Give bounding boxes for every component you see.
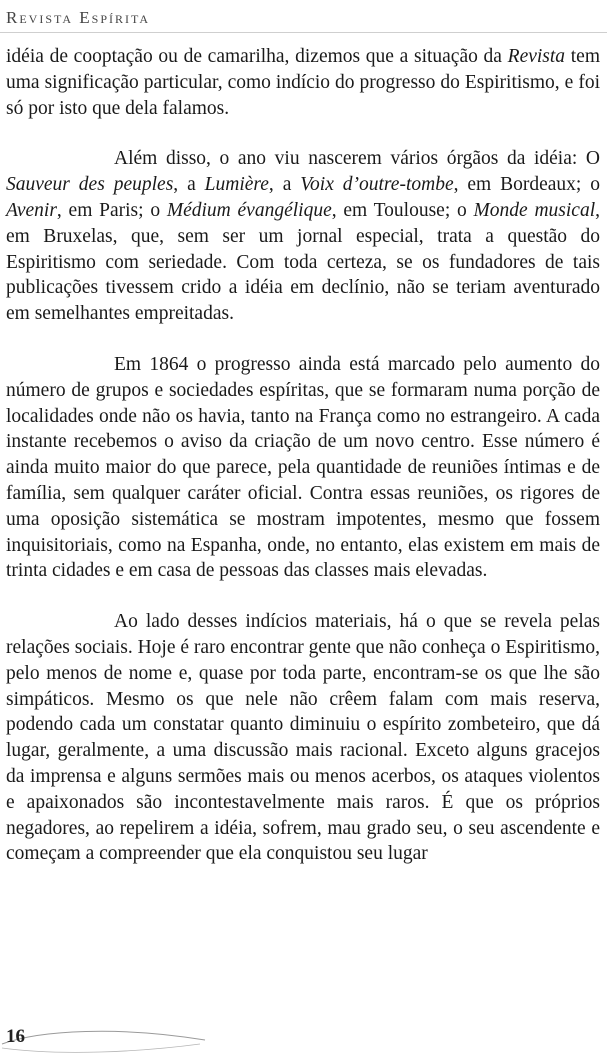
text-run: , em Toulouse; o	[331, 199, 474, 221]
running-header: Revista Espírita	[6, 8, 151, 27]
paragraph-4	[6, 609, 600, 867]
paragraph-1	[6, 44, 600, 121]
text-run: Ao lado desses indícios materiais, há o que se revela pelas relações sociais. Hoje é raro encontrar gente que não conheça o Espiritismo, pelo menos de nome e, quase por toda parte, encontram-se os que lhe são simpáticos. Mesmo os que nele não crêem falam com mais reserva, podendo cada um constatar quanto diminuiu o espírito zombeteiro, que dá lugar, geralmente, a uma discussão mais racional. Exceto alguns gracejos da imprensa e alguns sermões mais ou menos acerbos, os ataques violentos e apaixonados são incontestavelmente mais raros. É que os próprios negadores, ao repelirem a idéia, sofrem, mau grado seu, o seu ascendente e começam a compreender que ela conquistou seu lugar	[6, 611, 600, 865]
body-text	[6, 44, 600, 892]
text-run: , em Paris; o	[56, 199, 167, 221]
italic-title: Médium évangélique	[166, 199, 332, 221]
text-run: Além disso, o ano viu nascerem vários órgãos da idéia: O	[114, 148, 600, 170]
text-run: , a	[268, 174, 301, 196]
text-run: idéia de cooptação ou de camarilha, dizemos que a situação da	[6, 46, 508, 67]
italic-title: Monde musical	[473, 199, 596, 221]
header-divider	[0, 32, 607, 33]
italic-title: Sauveur des peuples	[6, 174, 174, 196]
italic-title: Avenir	[6, 199, 57, 221]
page-number: 16	[6, 1026, 25, 1047]
paragraph-2	[6, 146, 600, 327]
italic-title: Revista	[507, 46, 566, 67]
text-run: Em 1864 o progresso ainda está marcado pelo aumento do número de grupos e sociedades espíritas, que se formaram numa porção de localidades onde não os havia, tanto na França como no estrangeiro. A cada instante recebemos o aviso da criação de um novo centro. Esse número é ainda muito maior do que parece, pela quantidade de reuniões íntimas e de família, sem qualquer caráter oficial. Contra essas reuniões, os rigores de uma oposição sistemática se mostram impotentes, mesmo que fossem inquisitoriais, como na Espanha, onde, no entanto, elas existem em mais de trinta cidades e em casa de pessoas das classes mais elevadas.	[6, 353, 600, 582]
text-run: tem uma significação particular, como indício do progresso do Espiritismo, e foi só por isto que dela falamos.	[6, 46, 600, 119]
footer-ornament-icon	[0, 1022, 210, 1058]
italic-title: Lumière	[204, 174, 269, 196]
text-run: , em Bruxelas, que, sem ser um jornal especial, trata a questão do Espiritismo com seriedade. Com toda certeza, se os fundadores de tais publicações tivessem crido a idéia em declínio, não se teriam aventurado em semelhantes empreitadas.	[6, 199, 601, 325]
paragraph-3	[6, 352, 600, 584]
italic-title: Voix d’outre-tombe	[300, 174, 454, 196]
text-run: , em Bordeaux; o	[453, 174, 600, 196]
text-run: , a	[173, 174, 205, 196]
